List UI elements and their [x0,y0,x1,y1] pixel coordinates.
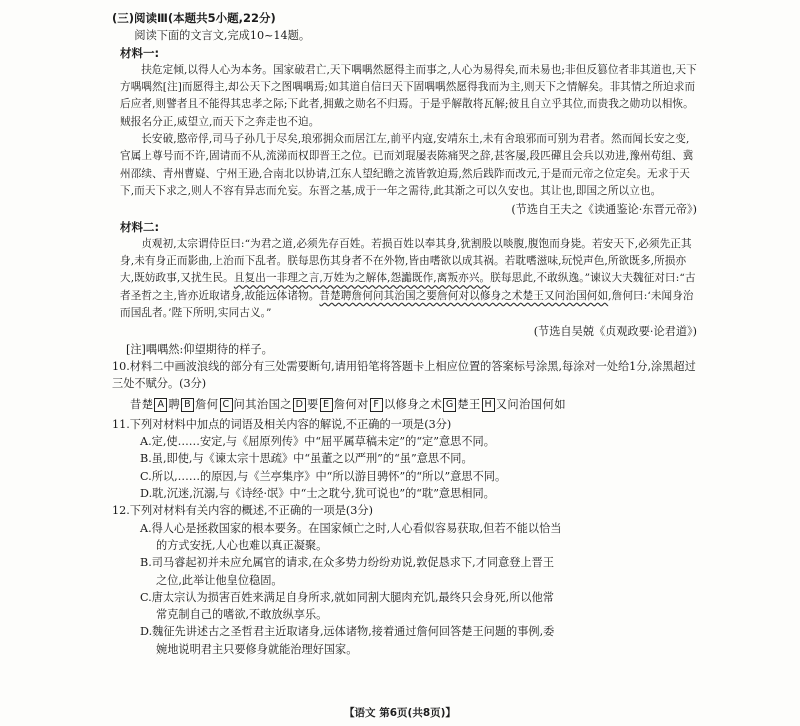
q12-option-b: B.司马睿起初并未应允属官的请求,在众多势力纷纷劝说,敦促恳求下,才同意登上晋王 [140,556,555,570]
note-label: [注] [126,342,146,356]
exam-page [112,10,697,658]
q12-stem: 12.下列对材料有关内容的概述,不正确的一项是(3分) [112,504,373,518]
section-title: (三)阅读Ⅲ(本题共5小题,22分) [112,11,276,25]
q10-segmentation [130,396,697,413]
section-instruction: 阅读下面的文言文,完成10~14题。 [134,29,311,43]
material1-paragraph: 长安破,愍帝俘,司马子孙几于尽矣,琅邪拥众而居江左,前平内寇,安靖东土,未有舍琅邪而可别为君者。然而闻长安之变,官属上尊号而不许,固请而不从,流涕而权即晋王之位。已而刘琨屡表陈痛哭之辞,甚客屡,段匹磾且会兵以劝进,豫州苟组、冀州邵续、青州曹嶷、宁州王逊,合南北以协请,江东人望纪瞻之流皆敦迫焉,然后践阼而改元,于是而元帝之位定矣。无求于天下,而天下求之,则人不容有异志而允妄。东晋之基,成于一年之需待,此其渐之可以久安也。其让也,即国之所以立也。 [120,133,694,197]
material2-text: 朕每思此,不敢纵逸。”谏议大夫魏征对曰:“古者圣哲之主,皆亦近取诸身,故能远体诸物。 [120,272,696,302]
q10-option-box-b[interactable]: B [181,398,194,412]
material1-source: (节选自王夫之《读通鉴论·东晋元帝》) [511,203,697,217]
material2-source: (节选自吴兢《贞观政要·论君道》) [533,325,697,339]
material2-text: ,詹何曰:‘未闻身治而国乱者。’陛下所明,实同古义。” [120,289,694,320]
material1-paragraph: 扶危定倾,以得人心为本务。国家破君亡,天下喁喁然愿得主而事之,人心为易得矣,而未易也;非但反篡位者非其道也,天下方喁喁然[注]而愿得主,却公天下之图喁喁焉;如其道自信曰天下固喁喁然愿得我而为主,则天下之情解矣。非其情之所迫求而后应者,则譬者且不能得其忠孝之际;下此者,拥戴之勋名不归焉。于是乎解散将瓦解;彼且自立乎其位,而贵我之勋功以相恢。贼报名分正,威望立,而天下之奔走也不迫。 [120,63,697,128]
q11-option-b: B.虽,即使,与《谏太宗十思疏》中“虽董之以严刑”的“虽”意思不同。 [140,452,473,466]
q10-option-box-e[interactable]: E [320,398,333,412]
q10-stem: 10.材料二中画波浪线的部分有三处需要断句,请用铅笔将答题卡上相应位置的答案标号涂黑,每涂对一处给1分,涂黑超过三处不赋分。(3分) [112,359,696,391]
q10-segment: 昔楚 [130,397,154,411]
q10-segment: 问其治国之 [233,397,293,411]
q10-option-box-a[interactable]: A [154,398,167,412]
page-footer [0,705,800,720]
material1-body [120,62,697,200]
material1-label: 材料一: [120,45,160,60]
q12-option-c-cont: 常克制自己的嗜欲,不敢放纵享乐。 [156,608,328,622]
wavy-underline-passage: 昔楚聘詹何问其治国之要詹何对以修身之术楚王又问治国何如 [319,289,609,302]
q10-segment: 以修身之术 [383,397,443,411]
q12-option-b-cont: 之位,此举让他皇位稳固。 [156,573,283,587]
footer-subject: 【语文 [344,707,376,719]
material2-paragraph [120,236,697,322]
note-text: 喁喁然:仰望期待的样子。 [145,342,273,356]
q10-option-box-f[interactable]: F [370,398,383,412]
q10-segment: 詹何对 [333,397,369,411]
material2-body [120,236,697,322]
q10-segment: 又问治国何如 [495,397,566,411]
q10-segment: 詹何 [195,397,219,411]
annotation-note [126,341,697,358]
q10-option-box-d[interactable]: D [293,398,306,412]
q12-option-d: D.魏征先讲述古之圣哲君主近取诸身,远体诸物,接着通过詹何回答楚王问题的事例,委 [140,625,555,639]
material2-label: 材料二: [120,219,160,234]
q12-option-c: C.唐太宗认为损害百姓来满足自身所求,就如同割大腿肉充饥,最终只会身死,所以他常 [140,590,554,604]
q11-option-a: A.定,使……安定,与《屈原列传》中“屈平属草稿未定”的“定”意思不同。 [140,435,495,449]
q12-option-d-cont: 婉地说明君主只要修身就能治理好国家。 [156,642,358,656]
q10-segment: 聘 [168,397,181,411]
q11-option-c: C.所以,……的原因,与《兰亭集序》中“所以游目骋怀”的“所以”意思不同。 [140,469,507,483]
material2-text: 贞观初,太宗谓侍臣曰:“为君之道,必须先存百姓。若损百姓以奉其身,犹割股以啖腹,腹饱而身毙。若安天下,必须先正其身,未有身正而影曲,上治而下乱者。朕每思伤其身者不在外物,皆由嗜欲以成其祸。若耽嗜滋味,玩悦声色,所欲既多,所损亦大,既妨政事,又扰生民。 [120,237,692,285]
q10-option-box-h[interactable]: H [482,398,495,412]
q10-segment: 楚王 [457,397,481,411]
wavy-underline-passage: 且复出一非理之言,万姓为之解体,怨讟既作,离叛亦兴。 [233,272,491,285]
q11-option-d: D.耽,沉迷,沉溺,与《诗经·氓》中“士之耽兮,犹可说也”的“耽”意思相同。 [140,487,495,501]
q12-option-a: A.得人心是拯救国家的根本要务。在国家倾亡之时,人心看似容易获取,但若不能以恰当 [140,521,562,535]
q10-segment: 要 [307,397,319,411]
q10-option-box-g[interactable]: G [443,398,456,412]
q10-option-box-c[interactable]: C [220,398,233,412]
q12-option-a-cont: 的方式安抚,人心也难以真正凝聚。 [156,538,328,552]
footer-page-number: 第6页(共8页)】 [379,707,456,719]
q11-stem: 11.下列对材料中加点的词语及相关内容的解说,不正确的一项是(3分) [112,417,452,431]
